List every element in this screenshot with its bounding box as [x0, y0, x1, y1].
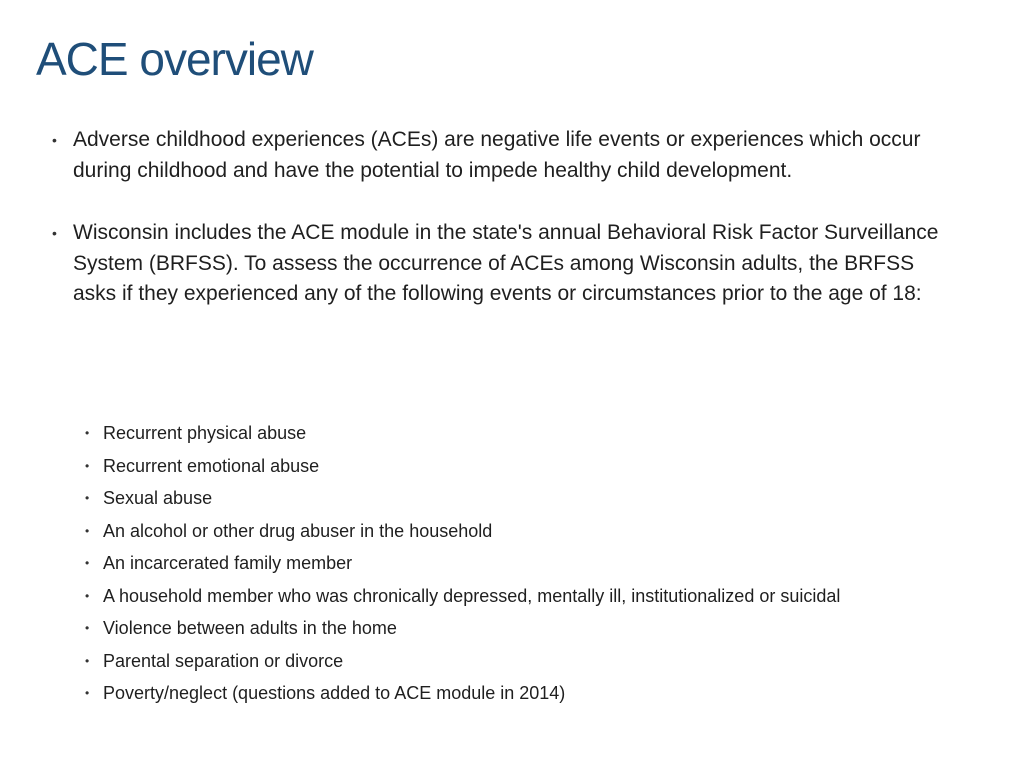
bullet-icon: • [85, 491, 90, 505]
slide-title: ACE overview [36, 33, 313, 85]
bullet-item [52, 125, 962, 186]
bullet-icon: • [85, 523, 90, 538]
sub-bullet-item [85, 680, 915, 707]
bullet-text: Adverse childhood experiences (ACEs) are negative life events or experiences which occur during childhood and have the potential to impede healthy child development. [73, 128, 921, 182]
bullet-item [52, 218, 962, 310]
sub-bullet-item [85, 453, 915, 480]
sub-bullet-text: An alcohol or other drug abuser in the household [103, 520, 493, 541]
sub-bullet-item [85, 615, 915, 642]
sub-bullet-item [85, 648, 915, 675]
bullet-icon: • [85, 426, 90, 440]
sub-bullet-item [85, 485, 915, 512]
sub-bullet-text: Parental separation or divorce [103, 650, 344, 671]
sub-bullet-item [85, 420, 915, 447]
sub-bullet-item [85, 550, 915, 577]
sub-bullet-text: An incarcerated family member [103, 553, 353, 573]
sub-bullet-list [85, 420, 915, 713]
sub-bullet-item [85, 583, 915, 610]
bullet-icon: • [85, 653, 90, 668]
main-bullet-list [52, 125, 962, 342]
sub-bullet-text: Recurrent emotional abuse [103, 455, 320, 476]
bullet-icon: • [85, 458, 90, 473]
bullet-icon: • [52, 225, 57, 241]
sub-bullet-text: A household member who was chronically depressed, mentally ill, institutionalized or suicidal [103, 585, 841, 606]
sub-bullet-text: Poverty/neglect (questions added to ACE module in 2014) [103, 683, 566, 703]
bullet-icon: • [85, 556, 90, 570]
bullet-icon: • [85, 588, 90, 603]
sub-bullet-text: Violence between adults in the home [103, 618, 397, 638]
sub-bullet-item [85, 518, 915, 545]
bullet-icon: • [85, 686, 90, 700]
bullet-icon: • [52, 132, 57, 148]
sub-bullet-text: Sexual abuse [103, 488, 213, 508]
sub-bullet-text: Recurrent physical abuse [103, 423, 307, 443]
bullet-text: Wisconsin includes the ACE module in the state's annual Behavioral Risk Factor Surveillance System (BRFSS). To assess the occurrence of ACEs among Wisconsin adults, the BRFSS asks if they experienced any of the following events or circumstances prior to the age of 18: [73, 221, 939, 305]
bullet-icon: • [85, 621, 90, 635]
